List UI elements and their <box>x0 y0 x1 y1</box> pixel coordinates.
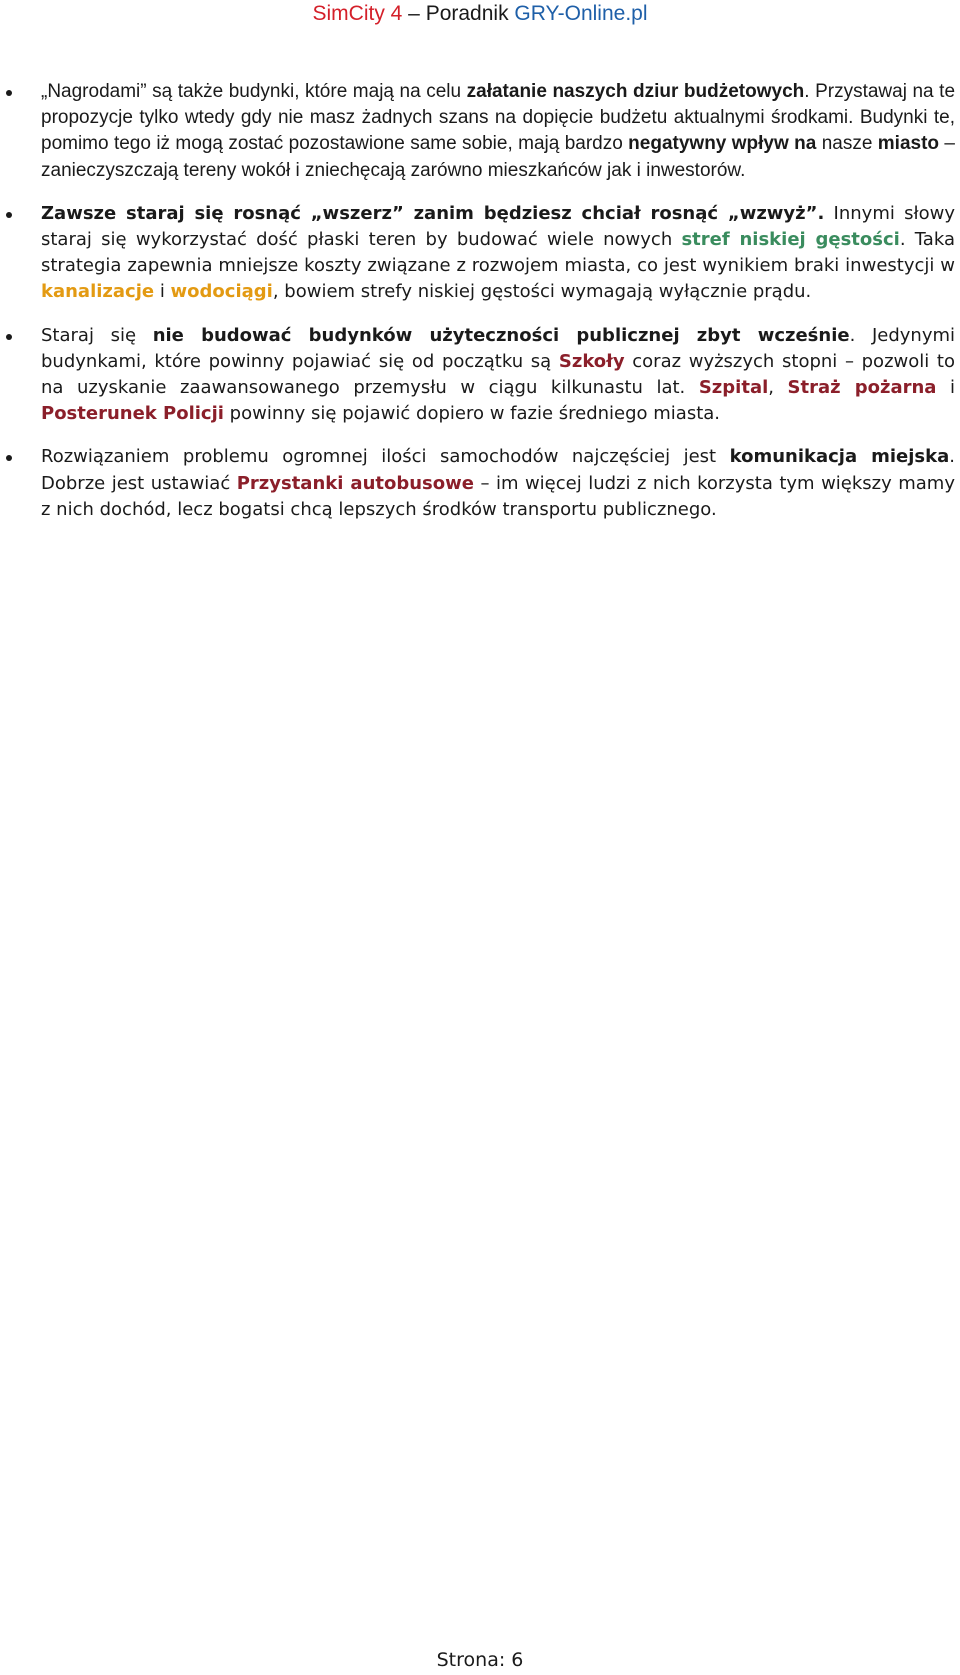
highlight-building-term: Straż pożarna <box>787 377 937 399</box>
page-number: Strona: 6 <box>436 1649 524 1671</box>
highlight-utility-term: wodociągi <box>170 281 273 303</box>
emphasis-text: komunikacja miejska <box>729 446 950 468</box>
tips-list <box>0 79 960 523</box>
highlight-building-term: Szkoły <box>558 350 625 372</box>
list-item: Rozwiązaniem problemu ogromnej ilości samochodów najczęściej jest komunikacja miejska. Dobrze jest ustawiać Przystanki autobusowe – im więcej ludzi z nich korzysta tym większy mamy z nich dochód, lecz bogatsi chcą lepszych środków transportu publicznego. <box>41 444 955 523</box>
highlight-building-term: Szpital <box>698 377 769 399</box>
emphasis-text: negatywny wpływ na <box>628 133 817 155</box>
highlight-zone-term: stref niskiej gęstości <box>681 229 900 251</box>
page-header <box>0 1 960 27</box>
bullet-icon <box>6 455 12 461</box>
emphasis-text: nie budować budynków użyteczności publicznej zbyt wcześnie <box>152 324 850 346</box>
bullet-icon <box>6 212 12 218</box>
highlight-utility-term: kanalizacje <box>41 281 155 303</box>
header-game-title: SimCity 4 <box>312 2 403 25</box>
list-item: „Nagrodami” są także budynki, które mają na celu załatanie naszych dziur budżetowych. Przystawaj na te propozycje tylko wtedy gdy nie masz żadnych szans na dopięcie budżetu aktualnymi środkami. Budynki te, pomimo tego iż mogą zostać pozostawione same sobie, mają bardzo negatywny wpływ na nasze miasto – zanieczyszczają tereny wokół i zniechęcają zarówno mieszkańców jak i inwestorów. <box>41 79 955 184</box>
highlight-building-term: Przystanki autobusowe <box>236 472 474 494</box>
highlight-building-term: Posterunek Policji <box>41 403 224 425</box>
header-site-name: GRY-Online.pl <box>514 2 648 25</box>
bullet-icon <box>6 90 12 96</box>
bullet-icon <box>6 334 12 340</box>
header-separator: – Poradnik <box>402 2 515 25</box>
document-body <box>0 79 960 540</box>
list-item: Zawsze staraj się rosnąć „wszerz” zanim będziesz chciał rosnąć „wzwyż”. Innymi słowy staraj się wykorzystać dość płaski teren by budować wiele nowych stref niskiej gęstości. Taka strategia zapewnia mniejsze koszty związane z rozwojem miasta, co jest wynikiem braki inwestycji w kanalizacje i wodociągi, bowiem strefy niskiej gęstości wymagają wyłącznie prądu. <box>41 201 955 306</box>
emphasis-text: Zawsze staraj się rosnąć „wszerz” zanim będziesz chciał rosnąć „wzwyż”. <box>41 202 825 224</box>
emphasis-text: miasto <box>877 133 940 155</box>
emphasis-text: załatanie naszych dziur budżetowych <box>466 81 805 102</box>
list-item: Staraj się nie budować budynków użyteczności publicznej zbyt wcześnie. Jedynymi budynkami, które powinny pojawiać się od początku są Szkoły coraz wyższych stopni – pozwoli to na uzyskanie zaawansowanego przemysłu w ciągu kilkunastu lat. Szpital, Straż pożarna i Posterunek Policji powinny się pojawić dopiero w fazie średniego miasta. <box>41 323 955 428</box>
